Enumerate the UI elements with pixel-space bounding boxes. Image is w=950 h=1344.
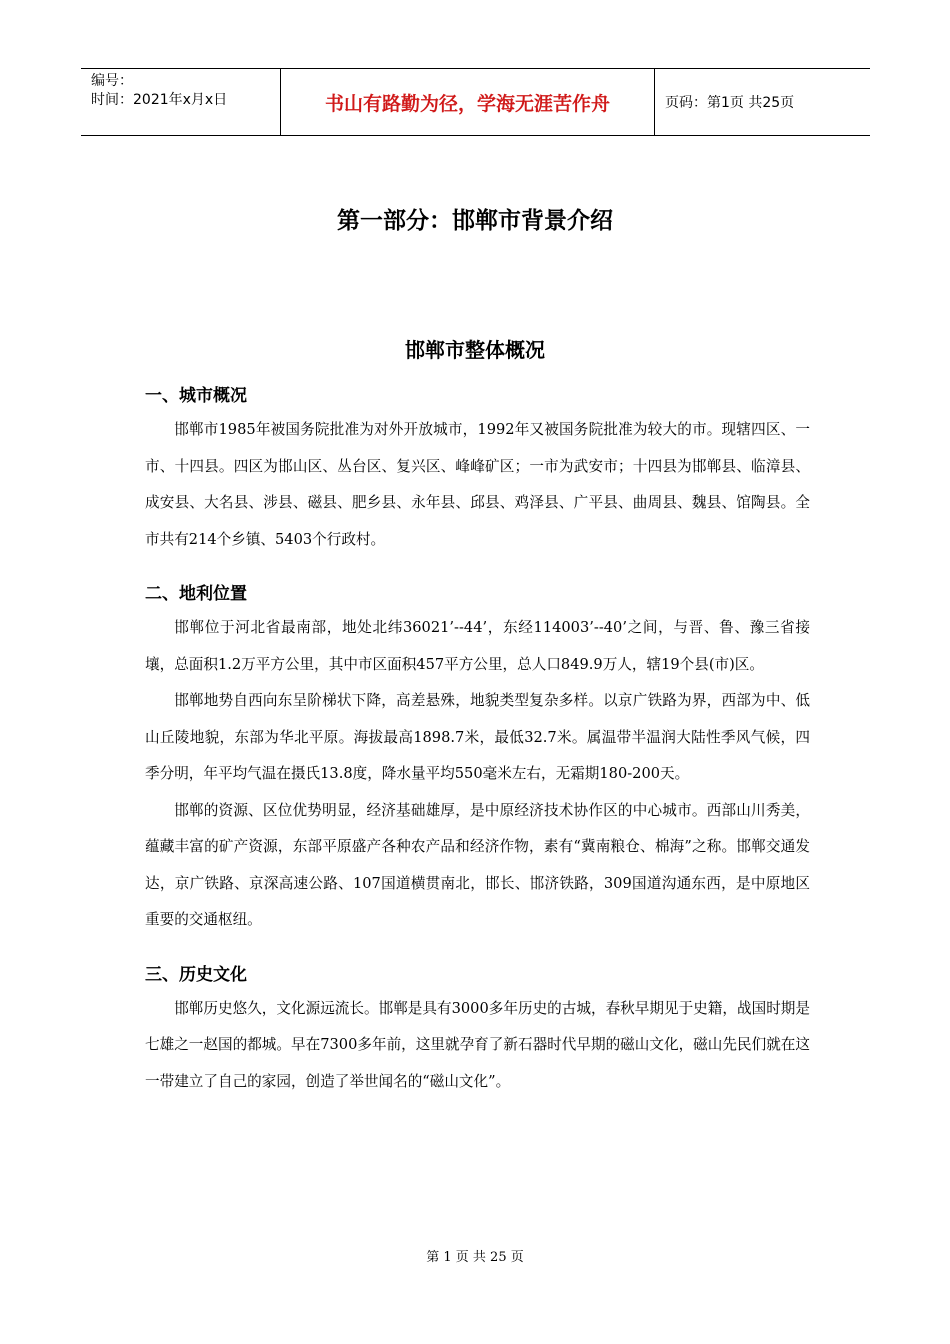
page-title: 第一部分：邯郸市背景介绍 xyxy=(337,208,613,234)
page-footer: 第 1 页 共 25 页 xyxy=(426,1250,524,1265)
section-heading: 三、历史文化 xyxy=(145,964,247,985)
section-heading: 一、城市概况 xyxy=(145,386,247,406)
header-meta xyxy=(81,69,281,135)
time-label: 时间：2021年x月x日 xyxy=(91,92,228,108)
paragraph: 邯郸的资源、区位优势明显，经济基础雄厚，是中原经济技术协作区的中心城市。西部山川秀美，蕴藏丰富的矿产资源，东部平原盛产各种农产品和经济作物，素有“冀南粮仓、棉海”之称。邯郸交通发达，京广铁路、京深高速公路、107国道横贯南北，邯长、邯济铁路，309国道沟通东西，是中原地区重要的交通枢纽。 xyxy=(145,801,810,928)
paragraph: 邯郸市1985年被国务院批准为对外开放城市，1992年又被国务院批准为较大的市。现辖四区、一市、十四县。四区为邯山区、丛台区、复兴区、峰峰矿区；一市为武安市；十四县为邯郸县、临漳县、成安县、大名县、涉县、磁县、肥乡县、永年县、邱县、鸡泽县、广平县、曲周县、魏县、馆陶县。全市共有214个乡镇、5403个行政村。 xyxy=(145,421,810,548)
paragraph: 邯郸地势自西向东呈阶梯状下降，高差悬殊，地貌类型复杂多样。以京广铁路为界，西部为中、低山丘陵地貌，东部为华北平原。海拔最高1898.7米，最低32.7米。属温带半温润大陆性季风气候，四季分明，年平均气温在摄氏13.8度，降水量平均550毫米左右，无霜期180-200天。 xyxy=(145,692,810,782)
paragraph: 邯郸位于河北省最南部，地处北纬36021’--44’，东经114003’--40’之间，与晋、鲁、豫三省接壤，总面积1.2万平方公里，其中市区面积457平方公里，总人口849.9万人，辖19个县(市)区。 xyxy=(145,619,810,673)
header-motto: 书山有路勤为径，学海无涯苦作舟 xyxy=(281,69,655,135)
document-header xyxy=(81,68,870,136)
number-label: 编号： xyxy=(91,73,133,89)
header-page-info: 页码：第1页 共25页 xyxy=(665,95,795,111)
section-heading: 二、地利位置 xyxy=(145,584,247,604)
section-title: 邯郸市整体概况 xyxy=(405,338,545,362)
document-body xyxy=(145,380,810,1100)
paragraph: 邯郸历史悠久，文化源远流长。邯郸是具有3000多年历史的古城，春秋早期见于史籍，战国时期是七雄之一赵国的都城。早在7300多年前，这里就孕育了新石器时代早期的磁山文化，磁山先民们就在这一带建立了自己的家园，创造了举世闻名的“磁山文化”。 xyxy=(145,999,810,1090)
